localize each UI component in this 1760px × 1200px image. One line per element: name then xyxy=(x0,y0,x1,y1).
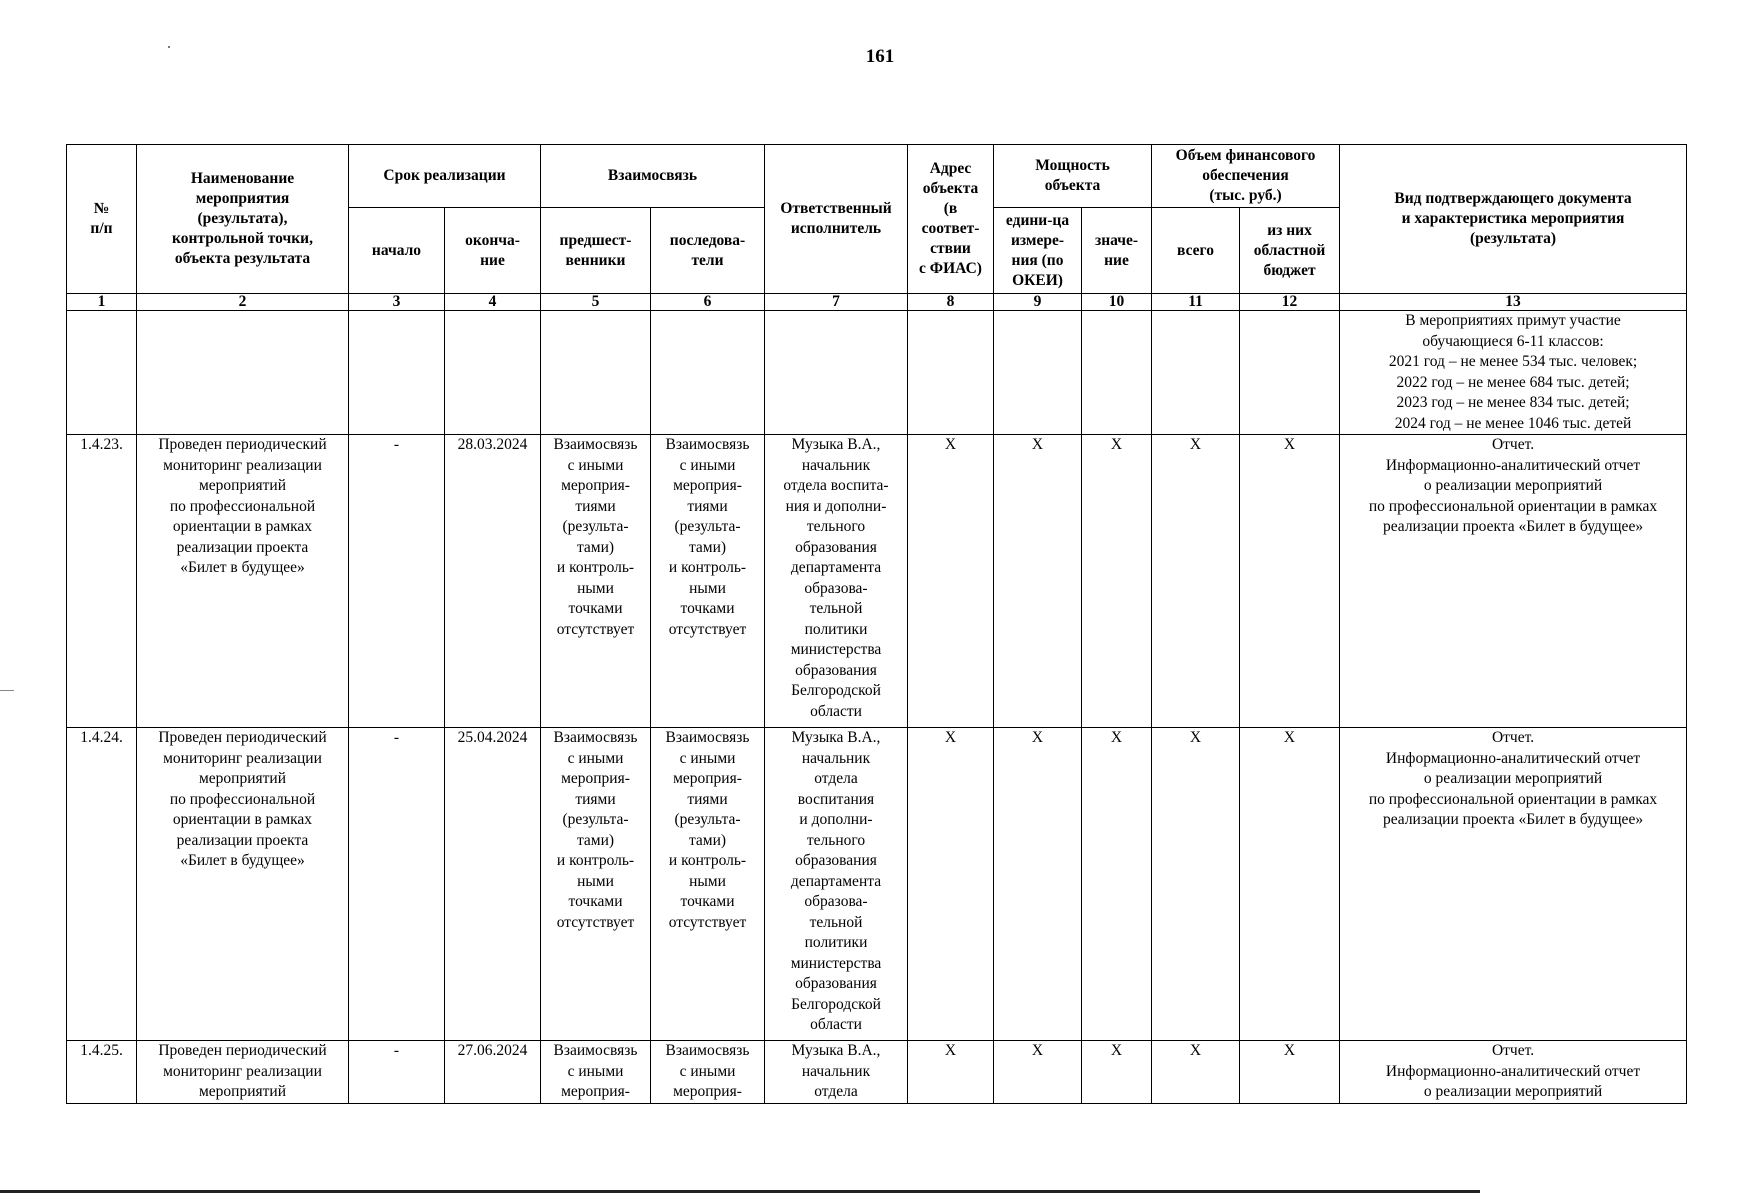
col-relation-next-header: последова- тели xyxy=(651,208,765,294)
column-number: 13 xyxy=(1340,294,1687,311)
successors-cell: Взаимосвязь с иными мероприя- тиями (результа- тами) и контроль- ными точками отсутствует xyxy=(651,728,765,1041)
column-number-row xyxy=(67,294,1687,311)
row-number-cell: 1.4.23. xyxy=(67,435,137,728)
successors-cell: Взаимосвязь с иными мероприя- xyxy=(651,1041,765,1104)
finance-total-cell: X xyxy=(1152,1041,1240,1104)
address-cell: X xyxy=(908,728,994,1041)
unit-cell: X xyxy=(994,435,1082,728)
end-date-cell: 27.06.2024 xyxy=(445,1041,541,1104)
column-number: 3 xyxy=(349,294,445,311)
empty-cell xyxy=(67,311,137,435)
unit-cell: X xyxy=(994,1041,1082,1104)
col-term-start-header: начало xyxy=(349,208,445,294)
row-number-cell: 1.4.24. xyxy=(67,728,137,1041)
column-number: 12 xyxy=(1240,294,1340,311)
start-date-cell: - xyxy=(349,728,445,1041)
column-number: 10 xyxy=(1082,294,1152,311)
finance-total-cell: X xyxy=(1152,728,1240,1041)
successors-cell: Взаимосвязь с иными мероприя- тиями (результа- тами) и контроль- ными точками отсутствует xyxy=(651,435,765,728)
end-date-cell: 25.04.2024 xyxy=(445,728,541,1041)
col-capacity-unit-header: едини-ца измере- ния (по ОКЕИ) xyxy=(994,208,1082,294)
col-finance-header: Объем финансового обеспечения (тыс. руб.) xyxy=(1152,145,1340,208)
continuation-document-cell: В мероприятиях примут участие обучающиеся 6-11 классов: 2021 год – не менее 534 тыс. человек; 2022 год – не менее 684 тыс. детей; 2023 год – не менее 834 тыс. детей; 2024 год – не менее 1046 тыс. детей xyxy=(1340,311,1687,435)
col-finance-total-header: всего xyxy=(1152,208,1240,294)
col-relation-prev-header: предшест- венники xyxy=(541,208,651,294)
empty-cell xyxy=(1152,311,1240,435)
empty-cell xyxy=(651,311,765,435)
table-row xyxy=(67,1041,1687,1104)
value-cell: X xyxy=(1082,728,1152,1041)
predecessors-cell: Взаимосвязь с иными мероприя- тиями (результа- тами) и контроль- ными точками отсутствует xyxy=(541,728,651,1041)
finance-regional-cell: X xyxy=(1240,1041,1340,1104)
continuation-row xyxy=(67,311,1687,435)
column-number: 11 xyxy=(1152,294,1240,311)
row-number-cell: 1.4.25. xyxy=(67,1041,137,1104)
responsible-cell: Музыка В.А., начальник отдела xyxy=(765,1041,908,1104)
document-cell: Отчет. Информационно-аналитический отчет о реализации мероприятий по профессиональной ориентации в рамках реализации проекта «Билет в будущее» xyxy=(1340,435,1687,728)
scan-edge-mark xyxy=(0,690,14,691)
address-cell: X xyxy=(908,1041,994,1104)
activity-name-cell: Проведен периодический мониторинг реализации мероприятий по профессиональной ориентации в рамках реализации проекта «Билет в будущее» xyxy=(137,728,349,1041)
table-row xyxy=(67,728,1687,1041)
header-row-1 xyxy=(67,145,1687,208)
col-name-header: Наименование мероприятия (результата), контрольной точки, объекта результата xyxy=(137,145,349,294)
start-date-cell: - xyxy=(349,1041,445,1104)
col-address-header: Адрес объекта (в соответ- ствии с ФИАС) xyxy=(908,145,994,294)
start-date-cell: - xyxy=(349,435,445,728)
page-number: 161 xyxy=(865,46,895,67)
empty-cell xyxy=(1240,311,1340,435)
column-number: 6 xyxy=(651,294,765,311)
col-relation-header: Взаимосвязь xyxy=(541,145,765,208)
value-cell: X xyxy=(1082,435,1152,728)
column-number: 8 xyxy=(908,294,994,311)
activities-table xyxy=(66,144,1687,1104)
column-number: 1 xyxy=(67,294,137,311)
col-capacity-value-header: значе- ние xyxy=(1082,208,1152,294)
col-term-end-header: оконча- ние xyxy=(445,208,541,294)
col-capacity-header: Мощность объекта xyxy=(994,145,1152,208)
col-finance-regional-header: из них областной бюджет xyxy=(1240,208,1340,294)
predecessors-cell: Взаимосвязь с иными мероприя- тиями (результа- тами) и контроль- ными точками отсутствует xyxy=(541,435,651,728)
finance-total-cell: X xyxy=(1152,435,1240,728)
document-cell: Отчет. Информационно-аналитический отчет о реализации мероприятий по профессиональной ориентации в рамках реализации проекта «Билет в будущее» xyxy=(1340,728,1687,1041)
column-number: 9 xyxy=(994,294,1082,311)
col-responsible-header: Ответственный исполнитель xyxy=(765,145,908,294)
scan-speck xyxy=(168,46,170,48)
col-term-header: Срок реализации xyxy=(349,145,541,208)
col-number-header: № п/п xyxy=(67,145,137,294)
end-date-cell: 28.03.2024 xyxy=(445,435,541,728)
empty-cell xyxy=(137,311,349,435)
empty-cell xyxy=(908,311,994,435)
column-number: 2 xyxy=(137,294,349,311)
responsible-cell: Музыка В.А., начальник отдела воспитания и дополни- тельного образования департамента образова- тельной политики министерства образования Белгородской области xyxy=(765,728,908,1041)
value-cell: X xyxy=(1082,1041,1152,1104)
empty-cell xyxy=(541,311,651,435)
unit-cell: X xyxy=(994,728,1082,1041)
column-number: 7 xyxy=(765,294,908,311)
col-document-header: Вид подтверждающего документа и характеристика мероприятия (результата) xyxy=(1340,145,1687,294)
empty-cell xyxy=(445,311,541,435)
empty-cell xyxy=(1082,311,1152,435)
predecessors-cell: Взаимосвязь с иными мероприя- xyxy=(541,1041,651,1104)
table-row xyxy=(67,435,1687,728)
responsible-cell: Музыка В.А., начальник отдела воспита- ния и дополни- тельного образования департамента образова- тельной политики министерства образования Белгородской области xyxy=(765,435,908,728)
activity-name-cell: Проведен периодический мониторинг реализации мероприятий по профессиональной ориентации в рамках реализации проекта «Билет в будущее» xyxy=(137,435,349,728)
finance-regional-cell: X xyxy=(1240,435,1340,728)
column-number: 5 xyxy=(541,294,651,311)
activity-name-cell: Проведен периодический мониторинг реализации мероприятий xyxy=(137,1041,349,1104)
empty-cell xyxy=(349,311,445,435)
document-cell: Отчет. Информационно-аналитический отчет о реализации мероприятий xyxy=(1340,1041,1687,1104)
empty-cell xyxy=(994,311,1082,435)
column-number: 4 xyxy=(445,294,541,311)
address-cell: X xyxy=(908,435,994,728)
scan-bottom-edge xyxy=(0,1190,1480,1193)
empty-cell xyxy=(765,311,908,435)
finance-regional-cell: X xyxy=(1240,728,1340,1041)
